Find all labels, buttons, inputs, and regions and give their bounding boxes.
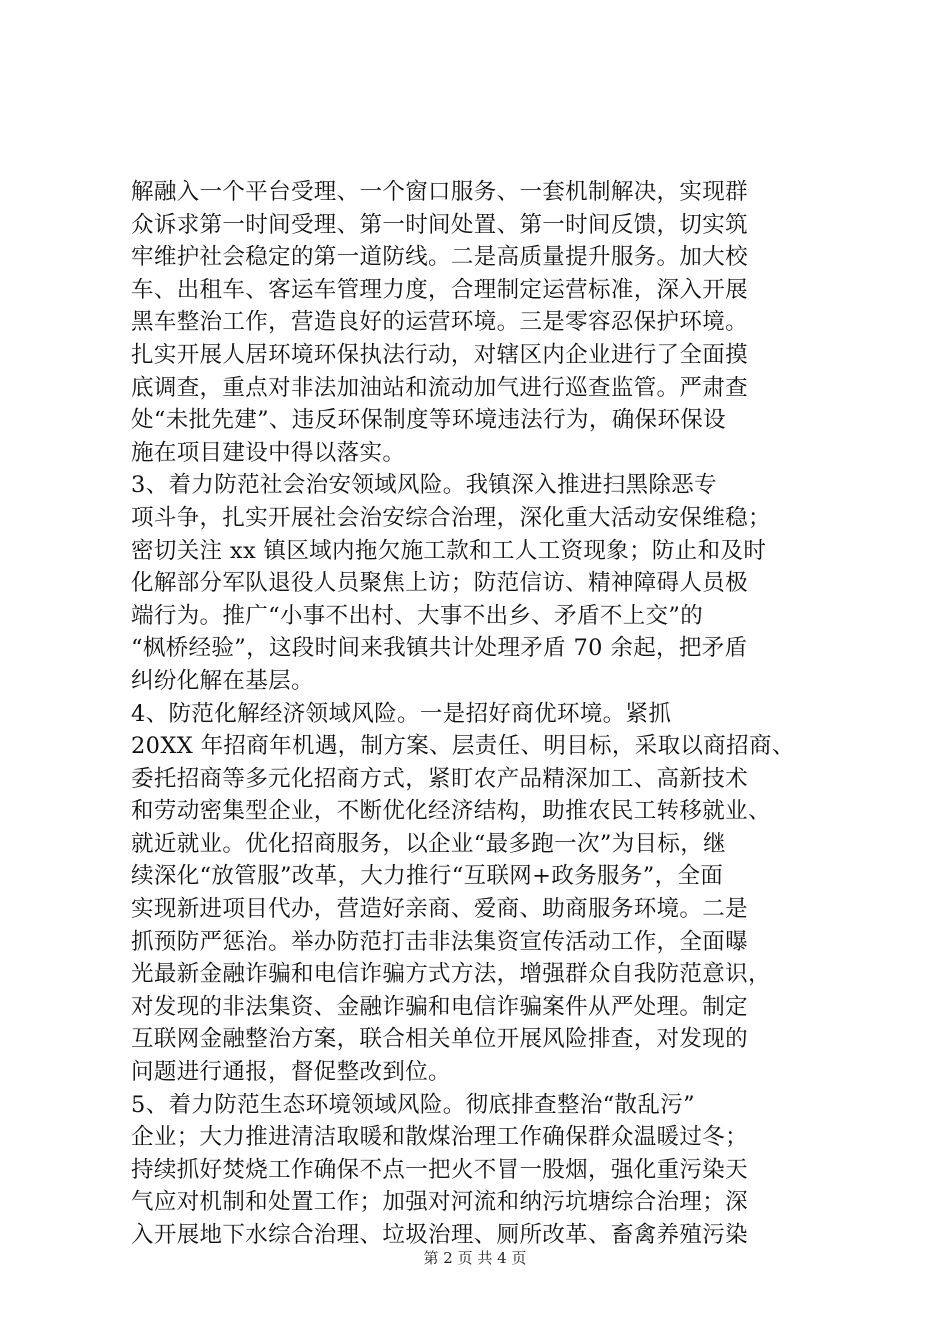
- text-line: 企业；大力推进清洁取暖和散煤治理工作确保群众温暖过冬；: [131, 1124, 748, 1151]
- text-line: 黑车整治工作，营造良好的运营环境。三是零容忍保护环境。: [131, 309, 748, 336]
- text-line: 委托招商等多元化招商方式，紧盯农产品精深加工、高新技术: [131, 765, 748, 792]
- text-line: 实现新进项目代办，营造好亲商、爱商、助商服务环境。二是: [131, 896, 748, 923]
- text-line: 互联网金融整治方案，联合相关单位开展风险排查，对发现的: [131, 1026, 748, 1053]
- text-line: 端行为。推广“小事不出村、大事不出乡、矛盾不上交”的: [131, 602, 704, 629]
- text-line: 抓预防严惩治。举办防范打击非法集资宣传活动工作，全面曝: [131, 928, 748, 955]
- text-line: 入开展地下水综合治理、垃圾治理、厕所改革、畜禽养殖污染: [131, 1222, 748, 1248]
- page-footer: 第 2 页 共 4 页: [423, 1249, 527, 1267]
- text-line: 就近就业。优化招商服务，以企业“最多跑一次”为目标，继: [131, 830, 726, 857]
- text-line: 20XX 年招商年机遇，制方案、层责任、明目标，采取以商招商、: [131, 733, 795, 760]
- text-line: 续深化“放管服”改革，大力推行“互联网+政务服务”，全面: [131, 863, 724, 890]
- text-line: 项斗争，扎实开展社会治安综合治理，深化重大活动安保维稳；: [131, 504, 771, 531]
- text-line: 处“未批先建”、违反环保制度等环境违法行为，确保环保设: [131, 407, 726, 434]
- text-line: 众诉求第一时间受理、第一时间处置、第一时间反馈，切实筑: [131, 211, 748, 238]
- text-line: 化解部分军队退役人员聚焦上访；防范信访、精神障碍人员极: [131, 570, 748, 597]
- text-line: 3、着力防范社会治安领域风险。我镇深入推进扫黑除恶专: [131, 472, 717, 499]
- text-line: 扎实开展人居环境环保执法行动，对辖区内企业进行了全面摸: [131, 341, 748, 368]
- text-line: 密切关注 xx 镇区域内拖欠施工款和工人工资现象；防止和及时: [131, 537, 767, 564]
- text-line: 对发现的非法集资、金融诈骗和电信诈骗案件从严处理。制定: [131, 993, 748, 1020]
- text-line: 纠纷化解在基层。: [131, 667, 314, 694]
- text-line: 解融入一个平台受理、一个窗口服务、一套机制解决，实现群: [131, 179, 748, 205]
- text-line: 5、着力防范生态环境领域风险。彻底排查整治“散乱污”: [131, 1091, 695, 1118]
- text-line: 和劳动密集型企业，不断优化经济结构，助推农民工转移就业、: [131, 798, 771, 825]
- text-line: 问题进行通报，督促整改到位。: [131, 1059, 451, 1086]
- text-line: 底调查，重点对非法加油站和流动加气进行巡查监管。严肃查: [131, 374, 748, 401]
- text-line: 持续抓好焚烧工作确保不点一把火不冒一股烟，强化重污染天: [131, 1156, 748, 1183]
- text-line: 光最新金融诈骗和电信诈骗方式方法，增强群众自我防范意识，: [131, 961, 771, 988]
- text-line: 车、出租车、客运车管理力度，合理制定运营标准，深入开展: [131, 276, 748, 303]
- text-line: 施在项目建设中得以落实。: [131, 439, 406, 466]
- text-line: “枫桥经验”，这段时间来我镇共计处理矛盾 70 余起，把矛盾: [131, 635, 748, 662]
- text-line: 牢维护社会稳定的第一道防线。二是高质量提升服务。加大校: [131, 244, 748, 271]
- text-line: 4、防范化解经济领域风险。一是招好商优环境。紧抓: [131, 700, 672, 727]
- text-line: 气应对机制和处置工作；加强对河流和纳污坑塘综合治理；深: [131, 1189, 748, 1216]
- body-text: [131, 176, 831, 1252]
